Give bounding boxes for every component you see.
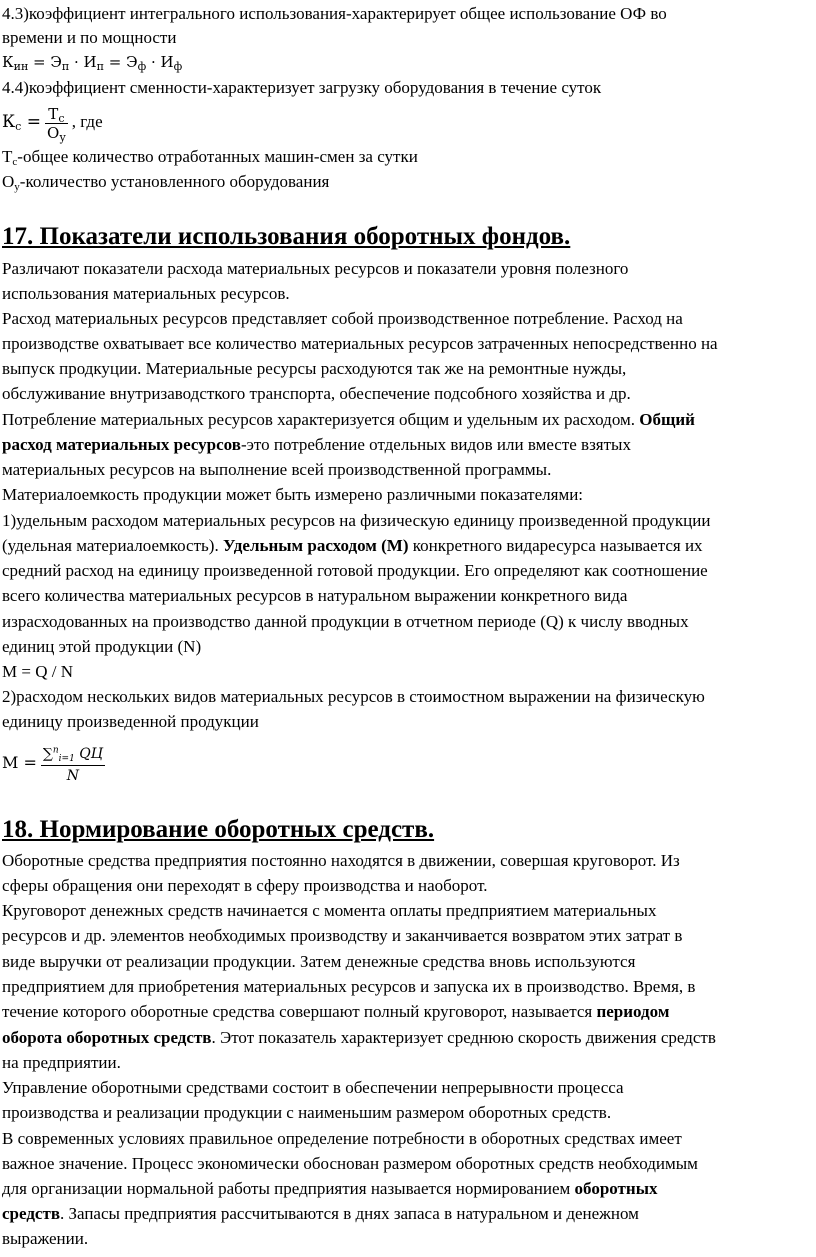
formula-m-simple: M = Q / N <box>2 662 73 681</box>
text-line: материальных ресурсов на выполнение всей производственной программы. <box>2 460 552 479</box>
text-line: Различают показатели расхода материальных ресурсов и показатели уровня полезного <box>2 259 629 278</box>
text-line: виде выручки от реализации продукции. Затем денежные средства вновь используются <box>2 952 636 971</box>
text-line: (удельная материалоемкость). Удельным расходом (М) конкретного видаресурса называется их <box>2 536 703 555</box>
text-line: Управление оборотными средствами состоит в обеспечении непрерывности процесса <box>2 1078 624 1097</box>
text-line: для организации нормальной работы предприятия называется нормированием оборотных <box>2 1179 658 1198</box>
text-line: на предприятии. <box>2 1053 121 1072</box>
text-line: ресурсов и др. элементов необходимых производству и заканчивается возвратом этих затрат в <box>2 926 683 945</box>
text-line: В современных условиях правильное определение потребности в оборотных средствах имеет <box>2 1129 682 1148</box>
text-line: 4.3)коэффициент интегрального использования-характерирует общее использование ОФ во <box>2 4 667 23</box>
formula-kin: $К_{ин} = Э_п \cdot И_п = Э_ф \cdot И_ф$ <box>2 53 183 73</box>
variable-definition: $О_у$-количество установленного оборудования <box>2 172 330 193</box>
text-line: единиц этой продукции (N) <box>2 637 202 656</box>
text-line: Круговорот денежных средств начинается с момента оплаты предприятием материальных <box>2 901 657 920</box>
text-line: Расход материальных ресурсов представляет собой производственное потребление. Расход на <box>2 309 683 328</box>
text-line: предприятием для приобретения материальных ресурсов и запуска их в производство. Время, в <box>2 977 696 996</box>
text-line: Материалоемкость продукции может быть измерено различными показателями: <box>2 485 584 504</box>
text-line: 2)расходом нескольких видов материальных ресурсов в стоимостном выражении на физическую <box>2 687 705 706</box>
text-line: всего количества материальных ресурсов в натуральном выражении конкретного вида <box>2 586 628 605</box>
text-line: единицу произведенной продукции <box>2 712 259 731</box>
text-line: производства и реализации продукции с наименьшим размером оборотных средств. <box>2 1103 612 1122</box>
text-line: времени и по мощности <box>2 28 177 47</box>
text-line: 1)удельным расходом материальных ресурсов на физическую единицу произведенной продукции <box>2 511 711 530</box>
text-line: производстве охватывает все количество материальных ресурсов затраченных непосредственно на <box>2 334 718 353</box>
section-heading: 17. Показатели использования оборотных фондов. <box>2 223 571 250</box>
text-line: 4.4)коэффициент сменности-характеризует загрузку оборудования в течение суток <box>2 78 602 97</box>
text-line: течение которого оборотные средства совершают полный круговорот, называется периодом <box>2 1002 670 1021</box>
text-line: важное значение. Процесс экономически обоснован размером оборотных средств необходимым <box>2 1154 698 1173</box>
text-line: обслуживание внутризаводсткого транспорта, обеспечение подсобного хозяйства и др. <box>2 384 631 403</box>
fraction: $\frac{\sum^n_{i=1} QЦ}{N}$ <box>41 743 105 786</box>
text-line: расход материальных ресурсов-это потребление отдельных видов или вместе взятых <box>2 435 631 454</box>
text-line: сферы обращения они переходят в сферу производства и наоборот. <box>2 876 488 895</box>
text-line: средств. Запасы предприятия рассчитываются в днях запаса в натуральном и денежном <box>2 1204 639 1223</box>
text-line: средний расход на единицу произведенной готовой продукции. Его определяют как соотношение <box>2 561 708 580</box>
fraction: $\frac{Т_с}{О_у}$ <box>47 104 66 144</box>
text-line: выражении. <box>2 1229 89 1248</box>
variable-definition: $Т_с$-общее количество отработанных машин-смен за сутки <box>2 147 418 168</box>
section-heading: 18. Нормирование оборотных средств. <box>2 816 435 843</box>
text-line: израсходованных на производство данной продукции в отчетном периоде (Q) к числу вводных <box>2 612 689 631</box>
text-line: оборота оборотных средств. Этот показатель характеризует среднюю скорость движения средств <box>2 1028 716 1047</box>
formula-m-sum: М = $\frac{\sum^n_{i=1} QЦ}{N}$ <box>2 738 109 788</box>
text-line: Оборотные средства предприятия постоянно находятся в движении, совершая круговорот. Из <box>2 851 680 870</box>
text-line: выпуск продкуции. Материальные ресурсы расходуются так же на ремонтные нужды, <box>2 359 627 378</box>
text-line: Потребление материальных ресурсов характеризуется общим и удельным их расходом. Общий <box>2 410 695 429</box>
formula-kc: $К_с$ = $\frac{Т_с}{О_у}$ , где <box>2 104 103 144</box>
text-line: использования материальных ресурсов. <box>2 284 290 303</box>
